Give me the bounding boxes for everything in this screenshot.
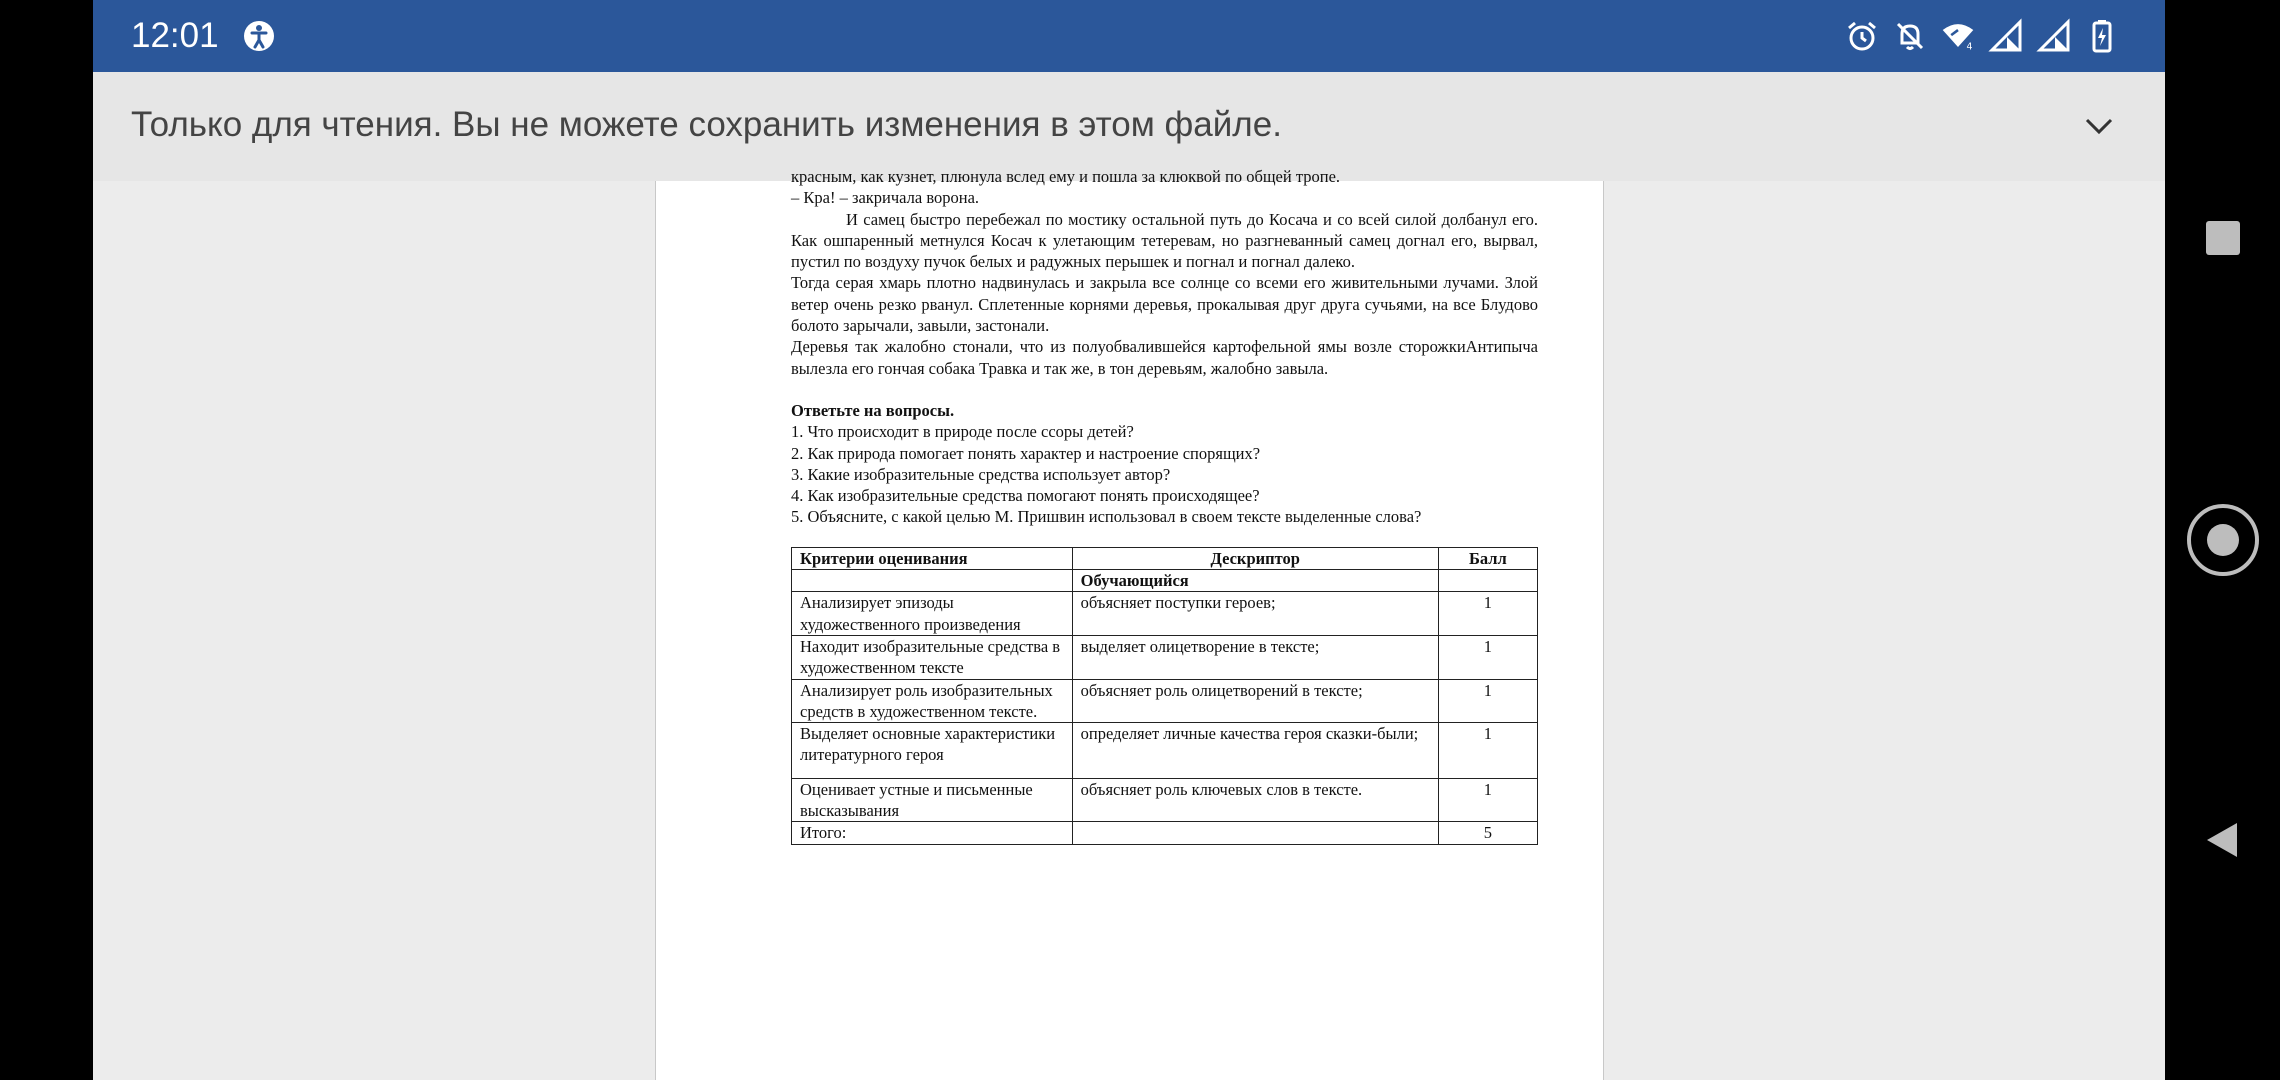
- paragraph: Деревья так жалобно стонали, что из полуобвалившейся картофельной ямы возле сторожкиАнтипыча вылезла его гончая собака Травка и так же, в тон деревьям, жалобно завыла.: [791, 337, 1538, 378]
- score-cell: 1: [1438, 635, 1537, 679]
- document-viewport[interactable]: [93, 167, 2165, 1080]
- score-cell: 1: [1438, 778, 1537, 822]
- table-row: [792, 679, 1538, 723]
- wifi-icon: [1941, 19, 1975, 53]
- questions-title: Ответьте на вопросы.: [791, 400, 955, 420]
- question-item: 4. Как изобразительные средства помогают понять происходящее?: [791, 486, 1260, 506]
- descriptor-cell: объясняет роль олицетворений в тексте;: [1072, 679, 1438, 723]
- descriptor-cell: определяет личные качества героя сказки-были;: [1072, 723, 1438, 779]
- criterion-cell: Анализирует роль изобразительных средств в художественном тексте.: [792, 679, 1073, 723]
- score-cell: 1: [1438, 592, 1537, 636]
- clipped-line: красным, как кузнет, плюнула вслед ему и пошла за клюквой по общей тропе.: [791, 167, 1341, 186]
- score-cell: 1: [1438, 679, 1537, 723]
- question-item: 1. Что происходит в природе после ссоры детей?: [791, 422, 1134, 442]
- document-page: [655, 167, 1604, 1080]
- criterion-cell: Оценивает устные и письменные высказывания: [792, 778, 1073, 822]
- readonly-message: Только для чтения. Вы не можете сохранить изменения в этом файле.: [131, 105, 1282, 144]
- descriptor-cell: объясняет роль ключевых слов в тексте.: [1072, 778, 1438, 822]
- total-label: Итого:: [792, 822, 1073, 844]
- table-row: [792, 723, 1538, 779]
- question-item: 3. Какие изобразительные средства использует автор?: [791, 464, 1171, 484]
- notifications-off-icon: [1893, 19, 1927, 53]
- question-item: 2. Как природа помогает понять характер и настроение спорящих?: [791, 443, 1261, 463]
- criteria-table: [791, 547, 1538, 845]
- table-row: [792, 592, 1538, 636]
- criterion-cell: Выделяет основные характеристики литературного героя: [792, 723, 1073, 779]
- header-criteria: Критерии оценивания: [792, 547, 1073, 569]
- status-time: 12:01: [131, 16, 219, 55]
- signal-icon: [1989, 19, 2023, 53]
- status-bar: [93, 0, 2165, 72]
- score-cell: 1: [1438, 723, 1537, 779]
- recents-button[interactable]: [2185, 200, 2261, 276]
- table-row: [792, 778, 1538, 822]
- paragraph: Тогда серая хмарь плотно надвинулась и закрыла все солнце со всеми его живительными лучами. Злой ветер очень резко рванул. Сплетенные корнями деревья, прокалывая друг друга сучьями, на все Блудово болото зарычали, завыли, застонали.: [791, 273, 1538, 336]
- navigation-bar: [2165, 0, 2280, 1080]
- paragraph: И самец быстро перебежал по мостику остальной путь до Косача и со всей силой долбанул его. Как ошпаренный метнулся Косач к улетающим тетеревам, но разгневанный самец догнал его, вырвал, пустил по воздуху пучок белых и радужных перышек и погнал и погнал далеко.: [791, 209, 1538, 272]
- alarm-icon: [1845, 19, 1879, 53]
- home-icon: [2185, 502, 2261, 578]
- table-header-row: [792, 547, 1538, 569]
- header-descriptor: Дескриптор: [1072, 547, 1438, 569]
- total-score: 5: [1438, 822, 1537, 844]
- back-icon: [2203, 820, 2243, 860]
- subheader-student: Обучающийся: [1072, 570, 1438, 592]
- wifi-badge: 4: [1966, 41, 1973, 53]
- criterion-cell: Находит изобразительные средства в художественном тексте: [792, 635, 1073, 679]
- page-content: [791, 166, 1538, 845]
- chevron-down-icon[interactable]: [2073, 100, 2125, 152]
- criterion-cell: Анализирует эпизоды художественного произведения: [792, 592, 1073, 636]
- paragraph: – Кра! – закричала ворона.: [791, 188, 980, 208]
- signal-icon: [2037, 19, 2071, 53]
- status-icons: [1845, 16, 2119, 56]
- home-button[interactable]: [2185, 502, 2261, 578]
- descriptor-cell: выделяет олицетворение в тексте;: [1072, 635, 1438, 679]
- table-total-row: [792, 822, 1538, 844]
- back-button[interactable]: [2185, 802, 2261, 878]
- recents-icon: [2203, 218, 2243, 258]
- header-score: Балл: [1438, 547, 1537, 569]
- battery-charging-icon: [2085, 19, 2119, 53]
- app-screen: [93, 0, 2165, 1080]
- accessibility-icon: [243, 20, 275, 52]
- table-row: [792, 635, 1538, 679]
- table-subheader-row: [792, 570, 1538, 592]
- descriptor-cell: объясняет поступки героев;: [1072, 592, 1438, 636]
- question-item: 5. Объясните, с какой целью М. Пришвин использовал в своем тексте выделенные слова?: [791, 507, 1422, 527]
